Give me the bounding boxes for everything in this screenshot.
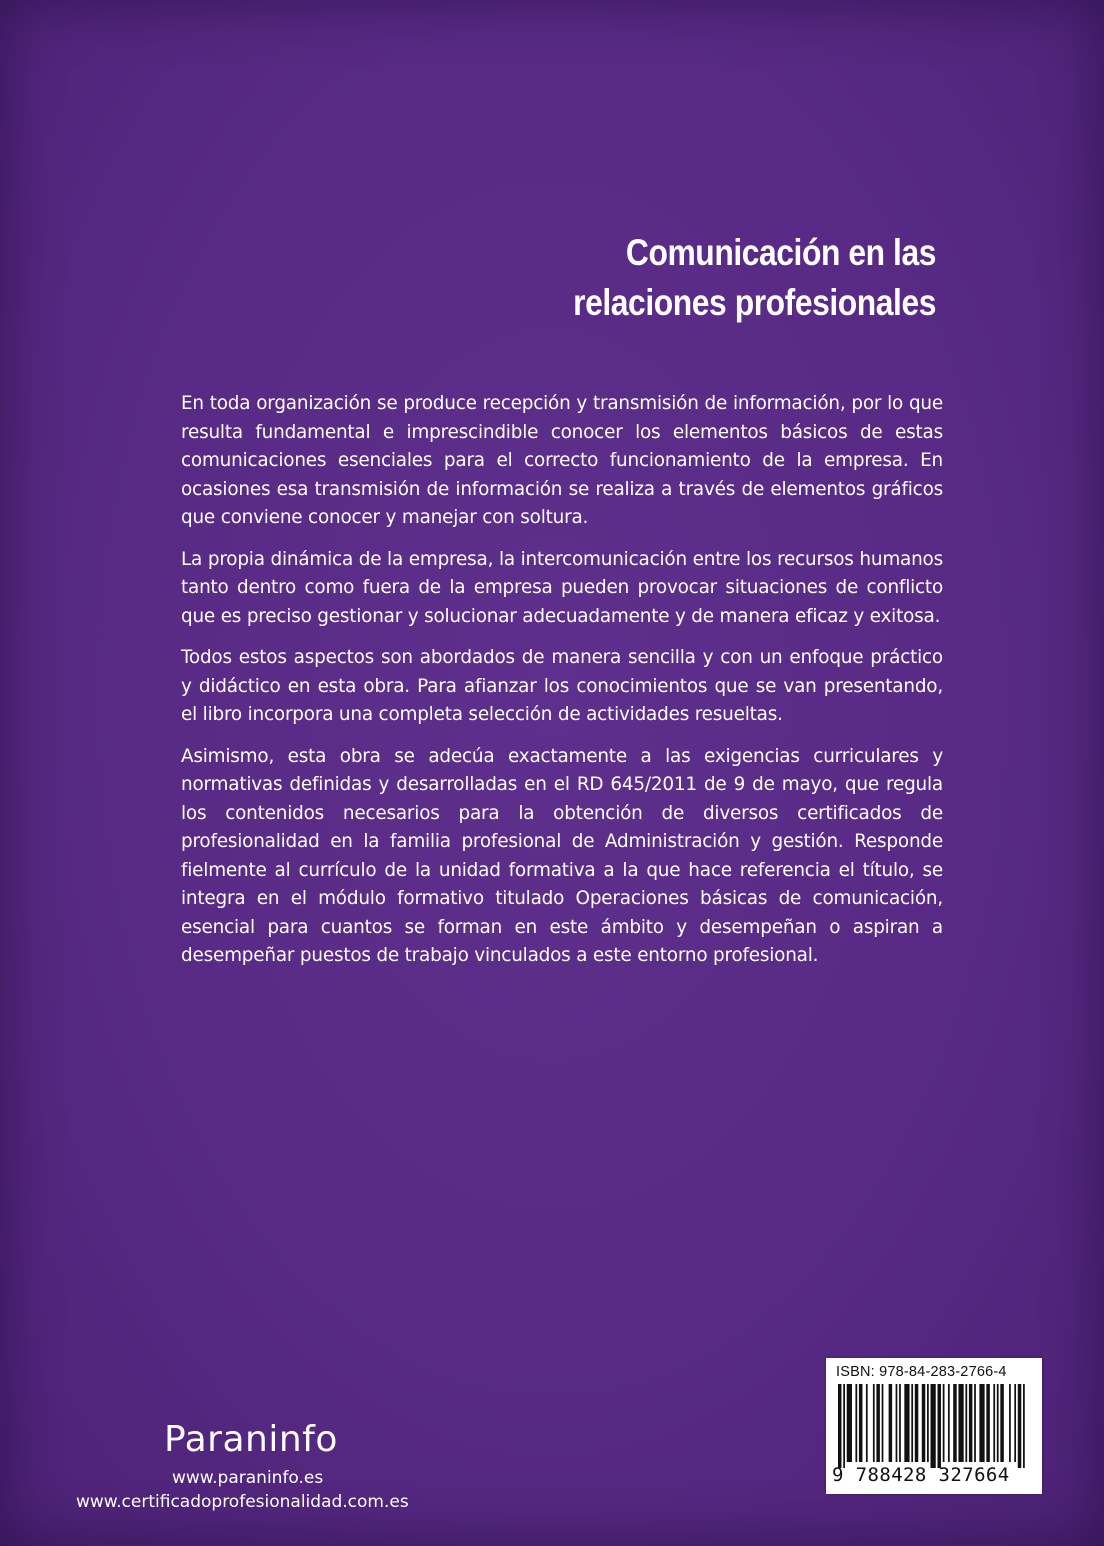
barcode-bar	[843, 1384, 845, 1468]
isbn-label: ISBN: 978-84-283-2766-4	[836, 1364, 1007, 1380]
description-paragraph-3: Todos estos aspectos son abordados de manera sencilla y con un enfoque práctico y didáctico en esta obra. Para afianzar los conocimientos que se van presentando, el libro incorpora una completa selección de actividades resueltas.	[181, 647, 943, 725]
barcode-bar	[866, 1384, 868, 1462]
book-title	[489, 228, 936, 328]
barcode-bar	[969, 1384, 972, 1462]
barcode-bar	[948, 1384, 950, 1462]
barcode-bar	[1018, 1384, 1021, 1468]
barcode-bar	[1023, 1384, 1025, 1468]
barcode-bar	[931, 1384, 936, 1468]
barcode-bar	[882, 1384, 884, 1462]
barcode-bar	[965, 1384, 967, 1462]
barcode-bar	[974, 1384, 976, 1462]
description-paragraph-4: Asimismo, esta obra se adecúa exactamente a las exigencias curriculares y normativas definidas y desarrolladas en el RD 645/2011 de 9 de mayo, que regula los contenidos necesarios para la obtención de diversos certificados de profesionalidad en la familia profesional de Administración y gestión. Responde fielmente al currículo de la unidad formativa a la que hace referencia el título, se integra en el módulo formativo titulado Operaciones básicas de comunicación, esencial para cuantos se forman en este ámbito y desempeñan o aspiran a desempeñar puestos de trabajo vinculados a este entorno profesional.	[181, 745, 943, 966]
book-title-line-2: relaciones profesionales	[573, 282, 936, 323]
description-paragraph-2: La propia dinámica de la empresa, la intercomunicación entre los recursos humanos tanto dentro como fuera de la empresa pueden provocar situaciones de conflicto que es preciso gestionar y solucionar adecuadamente y de manera eficaz y exitosa.	[181, 548, 943, 627]
publisher-url[interactable]: www.paraninfo.es	[172, 1468, 324, 1488]
barcode-bar	[922, 1384, 925, 1462]
description-paragraph-1: En toda organización se produce recepción y transmisión de información, por lo que resulta fundamental e imprescindible conocer los elementos básicos de estas comunicaciones esenciales para el correcto funcionamiento de la empresa. En ocasiones esa transmisión de información se realiza a través de elementos gráficos que conviene conocer y manejar con soltura.	[181, 393, 943, 528]
barcode-bar	[979, 1384, 984, 1462]
barcode-bar	[937, 1384, 940, 1468]
barcode-bar	[873, 1384, 875, 1462]
barcode-bar	[997, 1384, 999, 1462]
certificate-url[interactable]: www.certificadoprofesionalidad.com.es	[76, 1492, 409, 1512]
barcode-bar	[855, 1384, 857, 1462]
barcode-bar	[847, 1384, 852, 1462]
book-title-line-1: Comunicación en las	[625, 232, 936, 273]
barcode-bar	[904, 1384, 909, 1462]
barcode-bar	[889, 1384, 892, 1462]
barcode-bar	[899, 1384, 901, 1462]
barcode-bar	[896, 1384, 898, 1462]
barcode-bar	[958, 1384, 963, 1462]
barcode-bar	[1014, 1384, 1016, 1462]
barcode-bar	[838, 1384, 841, 1468]
barcode-bar	[876, 1384, 879, 1462]
barcode-bar	[943, 1384, 945, 1462]
barcode-bar	[953, 1384, 956, 1462]
barcode-bar	[915, 1384, 918, 1462]
barcode-bar	[986, 1384, 989, 1462]
barcode-bar	[927, 1384, 929, 1462]
isbn-barcode-digits: 9 788428 327664	[832, 1464, 1010, 1486]
barcode-bar	[993, 1384, 995, 1462]
barcode-bar	[1009, 1384, 1011, 1462]
publisher-logo: Paraninfo	[164, 1419, 338, 1460]
barcode-bar	[859, 1384, 862, 1462]
barcode-bar	[1000, 1384, 1003, 1462]
book-description	[181, 390, 943, 984]
isbn-barcode-box	[826, 1358, 1042, 1494]
barcode-icon	[838, 1384, 1030, 1468]
barcode-bar	[911, 1384, 913, 1462]
